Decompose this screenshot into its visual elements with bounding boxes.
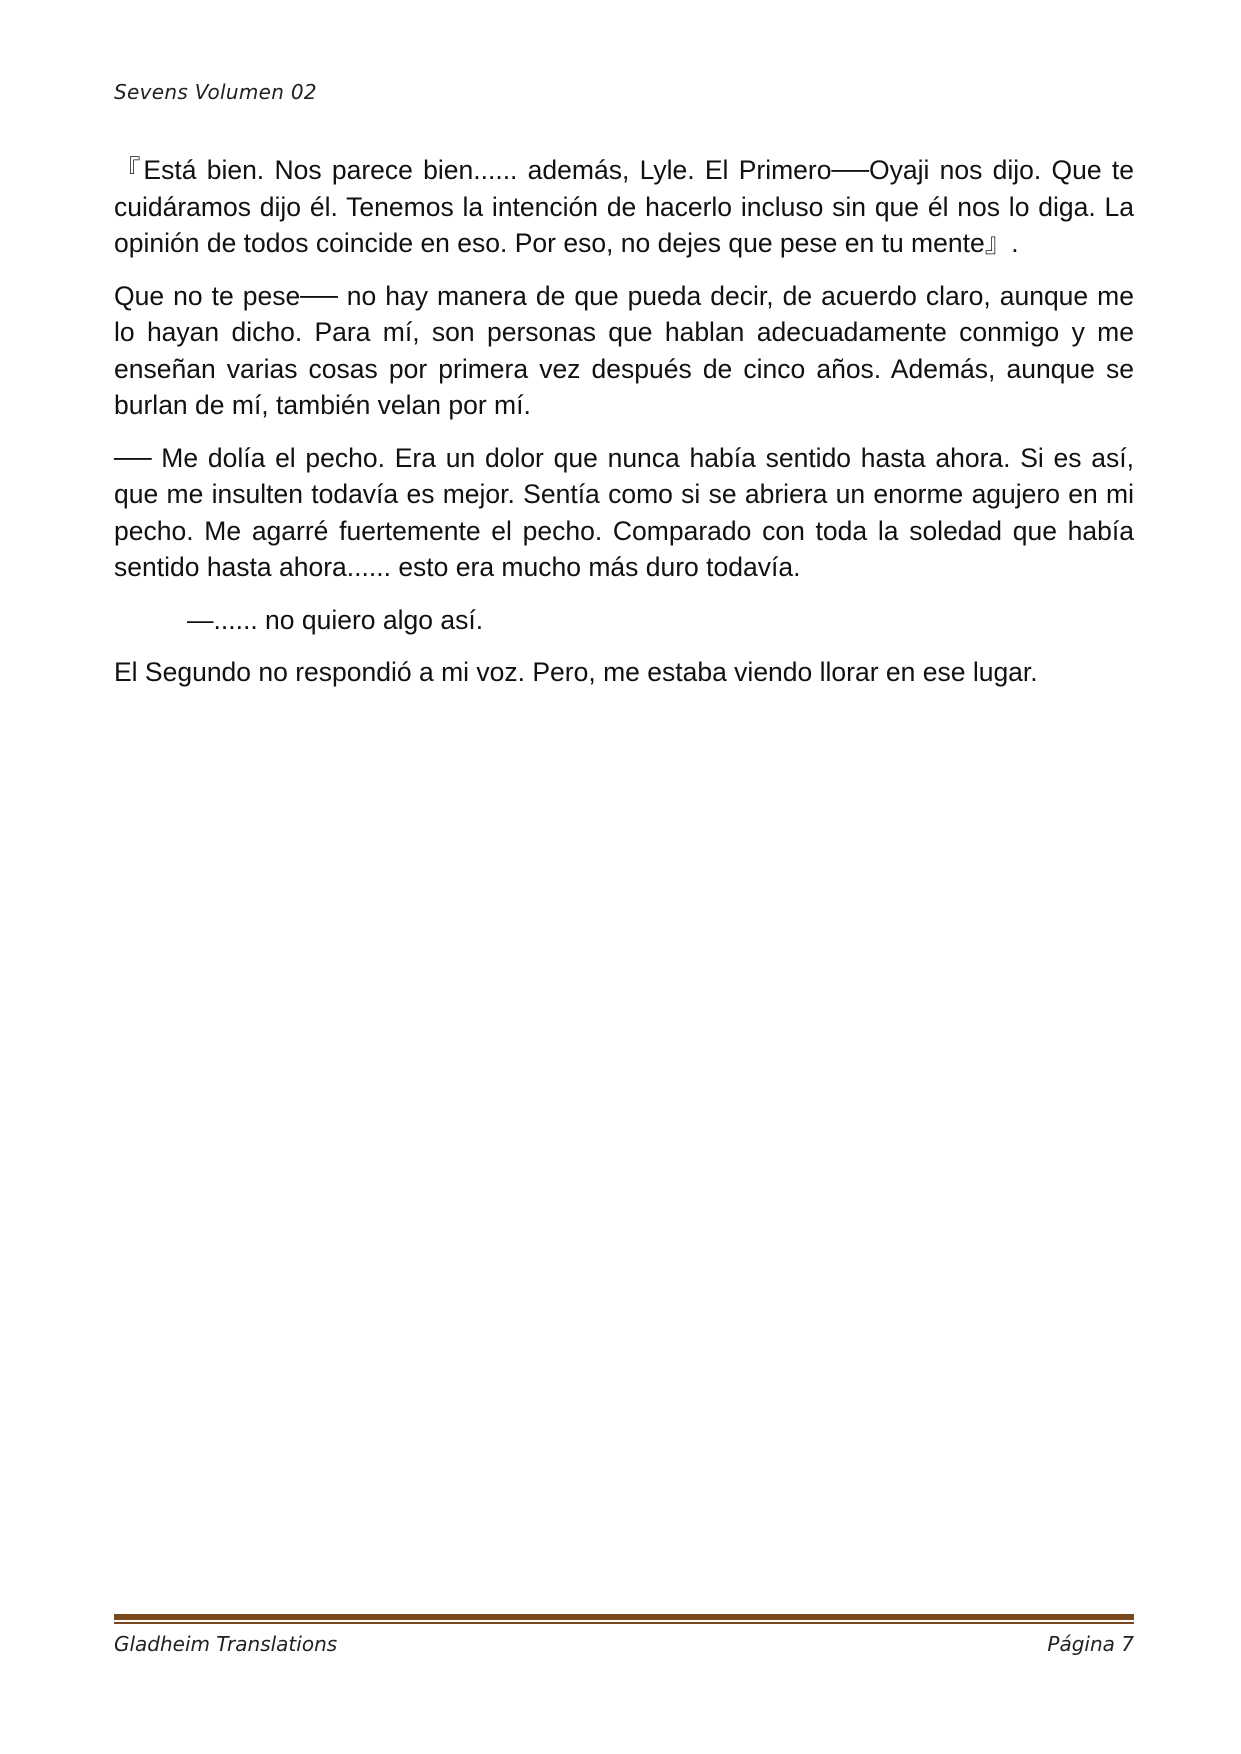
footer-translator: Gladheim Translations xyxy=(114,1632,338,1656)
footer-page-number: Página 7 xyxy=(1047,1632,1134,1656)
paragraph-2: Que no te pese── no hay manera de que pueda decir, de acuerdo claro, aunque me lo hayan dicho. Para mí, son personas que hablan adecuadamente conmigo y me enseñan varias cosas por primera vez después de cinco años. Además, aunque se burlan de mí, también velan por mí. xyxy=(114,280,1134,420)
running-header: Sevens Volumen 02 xyxy=(114,80,317,104)
body-text xyxy=(114,152,1134,707)
paragraph-5: El Segundo no respondió a mi voz. Pero, me estaba viendo llorar en ese lugar. xyxy=(114,657,1038,687)
paragraph-4: —...... no quiero algo así. xyxy=(187,604,484,635)
paragraph-1: 『Está bien. Nos parece bien...... además, Lyle. El Primero──Oyaji nos dijo. Que te cuidáramos dijo él. Tenemos la intención de hacerlo incluso sin que él nos lo diga. La opinión de todos coincide en eso. Por eso, no dejes que pese en tu mente』. xyxy=(114,155,1134,258)
paragraph-3: ── Me dolía el pecho. Era un dolor que nunca había sentido hasta ahora. Si es así, que me insulten todavía es mejor. Sentía como si se abriera un enorme agujero en mi pecho. Me agarré fuertemente el pecho. Comparado con toda la soledad que había sentido hasta ahora...... esto era mucho más duro todavía. xyxy=(114,442,1134,582)
footer-rule xyxy=(114,1614,1134,1620)
footer-rule-thin xyxy=(114,1622,1134,1624)
